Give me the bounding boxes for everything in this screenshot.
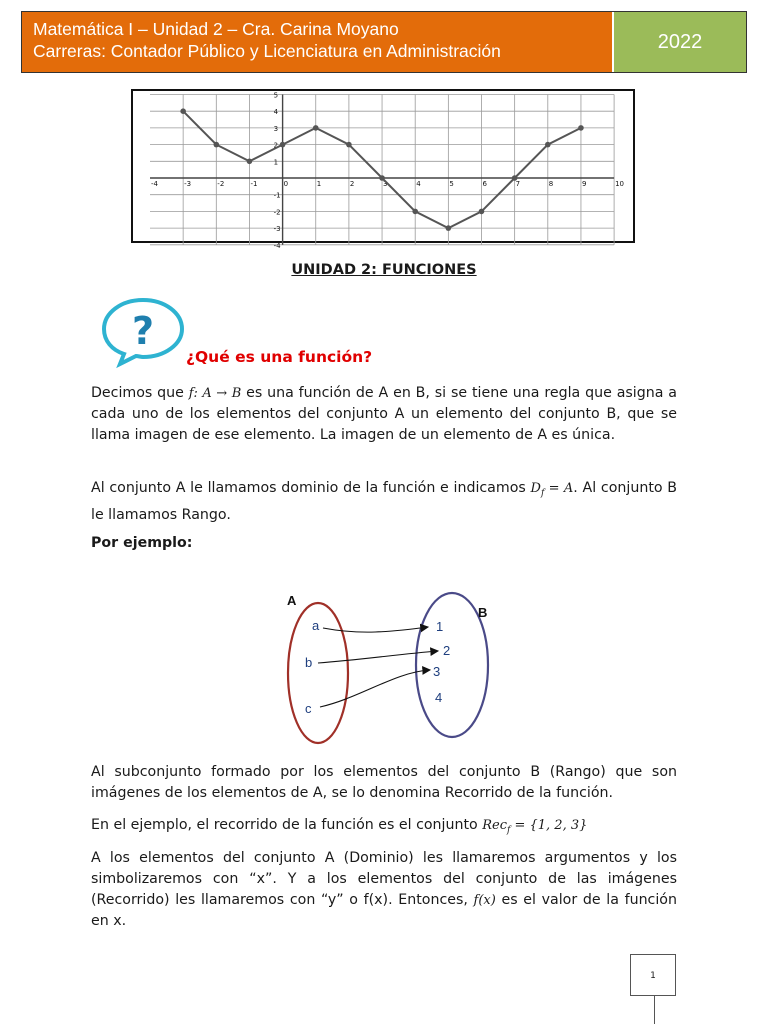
x-tick-label: -1 (250, 180, 258, 188)
p4-math-1: Rec$_f$ = {1, 2, 3} (482, 818, 588, 836)
y-tick-label: -3 (273, 225, 281, 234)
x-tick-label: 2 (349, 180, 355, 188)
page-number: 1 (630, 954, 676, 996)
x-tick-label: -3 (184, 180, 192, 188)
data-point (578, 125, 584, 131)
set-a-element: a (312, 618, 320, 633)
data-point (446, 225, 452, 231)
arrow-b-2 (318, 651, 438, 663)
x-tick-label: 7 (515, 180, 521, 188)
data-point (479, 209, 485, 215)
data-point (214, 142, 220, 148)
x-tick-label: -4 (151, 180, 158, 188)
p4-text-1: En el ejemplo, el recorrido de la función es el conjunto (91, 817, 483, 833)
mapping-diagram (280, 590, 500, 750)
p5-text-1: A los elementos del conjunto A (Dominio) les llamaremos argumentos y los simbolizaremos con “x”. Y a los elementos del conjunto de las imágenes (Recorrido) les llamaremos con “y” o f(x). Entonces, (91, 850, 677, 908)
x-tick-label: 3 (383, 180, 388, 188)
set-b-element: 1 (436, 619, 444, 634)
header-line-2: Carreras: Contador Público y Licenciatura en Administración (33, 41, 501, 61)
data-point (412, 209, 418, 215)
data-point (379, 175, 385, 181)
svg-text:?: ? (131, 309, 155, 353)
p2-text-2: . Al conjunto B le llamamos Rango. (91, 480, 678, 523)
p1-math-1: f: A → B (188, 386, 242, 401)
page-header (21, 11, 747, 73)
set-a-label: A (287, 593, 297, 608)
p1-text-2: es una función de A en B, si se tiene una regla que asigna a cada uno de los elementos del conjunto A un elemento del conjunto B, que se llama imagen de ese elemento. La imagen de un elemento de A es única. (91, 385, 677, 443)
page-number-line (654, 996, 655, 1024)
p5-text-2: es el valor de la función en x. (91, 892, 677, 929)
p2-math-1: $D_f = A$ (530, 481, 574, 499)
header-year-box (614, 12, 746, 72)
y-tick-label: 3 (273, 124, 279, 133)
question-title: ¿Qué es una función? (186, 348, 373, 366)
data-point (313, 125, 319, 131)
y-tick-label: -1 (273, 191, 281, 200)
header-title-box (22, 12, 612, 72)
function-graph (131, 89, 635, 250)
arrow-c-3 (320, 670, 430, 707)
y-tick-label: 5 (273, 91, 279, 100)
set-a-element: c (305, 701, 312, 716)
p2-text-1: Al conjunto A le llamamos dominio de la función e indicamos (91, 480, 531, 496)
set-b-element: 4 (435, 690, 443, 705)
set-a-element: b (305, 655, 313, 670)
unit-title: UNIDAD 2: FUNCIONES (291, 262, 477, 278)
graph-svg (133, 91, 633, 250)
x-tick-label: 0 (283, 180, 289, 188)
x-tick-label: 6 (482, 180, 487, 188)
p5-math-1: f(x) (473, 893, 496, 908)
y-tick-label: 4 (273, 108, 279, 117)
x-tick-label: 5 (449, 180, 454, 188)
y-tick-label: 2 (273, 141, 279, 150)
x-tick-label: 9 (581, 180, 587, 188)
data-point (280, 142, 286, 148)
paragraph-arguments (91, 848, 677, 932)
data-point (512, 175, 518, 181)
y-tick-label: -2 (273, 208, 281, 217)
p1-text-1: Decimos que (91, 385, 189, 401)
set-b-element: 2 (443, 643, 451, 658)
example-label: Por ejemplo: (91, 535, 193, 551)
x-tick-label: 1 (316, 180, 322, 188)
x-tick-label: 4 (416, 180, 421, 188)
x-tick-label: -2 (217, 180, 225, 188)
x-tick-label: 8 (548, 180, 554, 188)
header-line-1: Matemática I – Unidad 2 – Cra. Carina Moyano (33, 19, 399, 39)
set-b-element: 3 (433, 664, 441, 679)
x-tick-label: 10 (615, 180, 625, 188)
data-point (180, 108, 186, 114)
data-point (545, 142, 551, 148)
y-tick-label: 1 (273, 158, 279, 167)
paragraph-example-recorrido (91, 815, 677, 842)
header-year: 2022 (657, 30, 703, 53)
paragraph-recorrido: Al subconjunto formado por los elementos del conjunto B (Rango) que son imágenes de los elementos de A, se lo denomina Recorrido de la función. (91, 764, 677, 801)
set-b-label: B (478, 605, 488, 620)
question-bubble-icon (100, 296, 186, 366)
arrow-a-1 (323, 627, 428, 632)
paragraph-domain (91, 478, 677, 526)
data-point (346, 142, 352, 148)
y-tick-label: -4 (273, 241, 281, 250)
paragraph-definition (91, 383, 677, 446)
data-point (247, 159, 253, 165)
